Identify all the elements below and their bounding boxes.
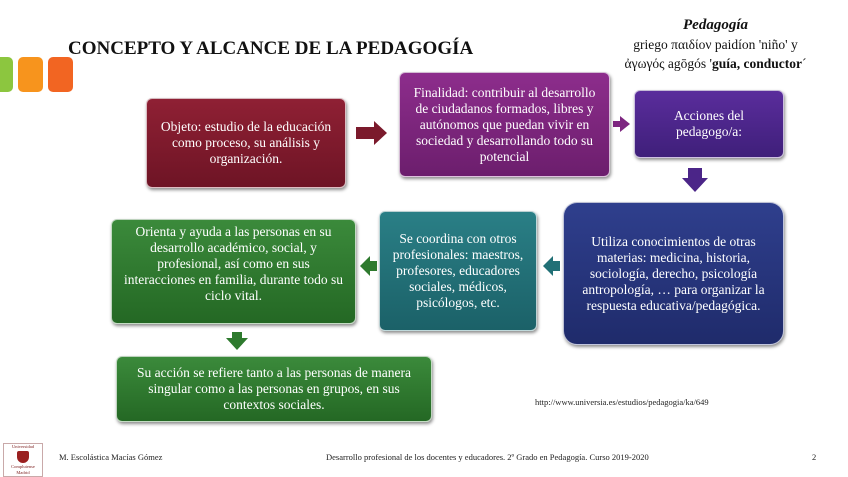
box-utiliza: Utiliza conocimientos de otras materias: medicina, historia, sociología, derecho, psicología antropología, … para organizar la respuesta educativa/pedagógica. — [563, 202, 784, 345]
box-finalidad: Finalidad: contribuir al desarrollo de ciudadanos formados, libres y autónomos que puedan vivir en sociedad y desarrollando todo su potencial — [399, 72, 610, 177]
box-acciones: Acciones del pedagogo/a: — [634, 90, 784, 158]
box-orienta: Orienta y ayuda a las personas en su desarrollo académico, social, y profesional, así como en sus interacciones en familia, durante todo su ciclo vital. — [111, 219, 356, 324]
logo-line-3: Madrid — [16, 470, 30, 475]
slide-title: CONCEPTO Y ALCANCE DE LA PEDAGOGÍA — [68, 38, 474, 59]
box-objeto: Objeto: estudio de la educación como proceso, su análisis y organización. — [146, 98, 346, 188]
footer-author: M. Escolástica Macías Gómez — [59, 452, 163, 462]
footer-page-number: 2 — [812, 452, 817, 462]
arrow-right-2 — [613, 116, 630, 132]
source-url[interactable]: http://www.universia.es/estudios/pedagogia/ka/649 — [535, 397, 709, 407]
etymology-heading: Pedagogía — [683, 17, 748, 33]
crest-icon — [17, 451, 29, 463]
box-accion: Su acción se refiere tanto a las personas de manera singular como a las personas en grupos, en sus contextos sociales. — [116, 356, 432, 422]
box-coordina: Se coordina con otros profesionales: maestros, profesores, educadores sociales, médicos, psicólogos, etc. — [379, 211, 537, 331]
footer-course: Desarrollo profesional de los docentes y educadores. 2º Grado en Pedagogía. Curso 2019-2020 — [326, 452, 649, 462]
arrow-down-1 — [682, 168, 708, 192]
university-logo — [3, 443, 43, 477]
etymology-line-2: ἀγωγός agōgós 'guía, conductor´ — [624, 56, 807, 71]
arrow-left-2 — [360, 256, 377, 276]
arrow-right-1 — [356, 121, 387, 145]
arrow-left-1 — [543, 256, 560, 276]
etymology-line-1: griego παιδίον paidíon 'niño' y — [633, 37, 798, 52]
arrow-down-2 — [226, 332, 248, 350]
logo-line-2: Complutense — [11, 464, 35, 469]
logo-line-1: Universidad — [12, 444, 34, 449]
